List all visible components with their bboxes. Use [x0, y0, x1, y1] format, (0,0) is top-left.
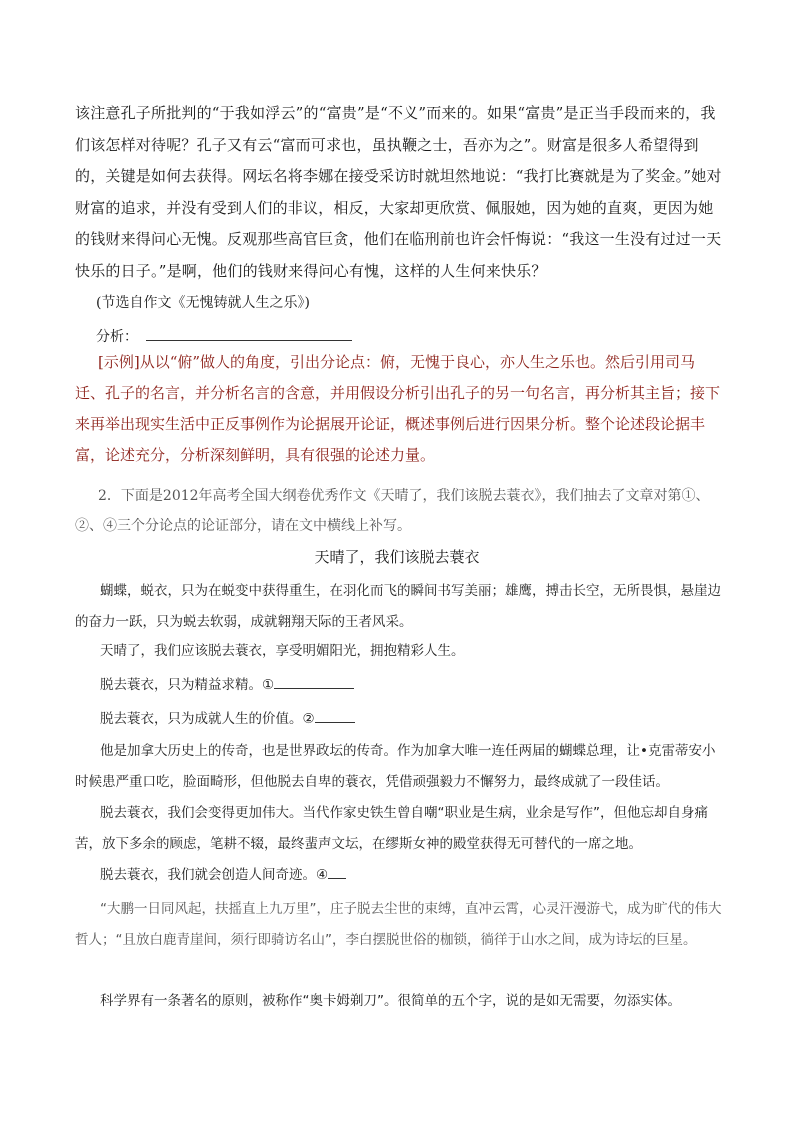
essay-paragraph: 天晴了，我们应该脱去蓑衣，享受明媚阳光，拥抱精彩人生。: [100, 643, 465, 659]
essay-line-2: 脱去蓑衣，只为成就人生的价值。②: [100, 711, 315, 727]
essay-paragraph: 脱去蓑衣，我们会变得更加伟大。当代作家史铁生曾自嘲“职业是生病，业余是写作”，但他忘却自身痛苦，放下多余的顾虑，笔耕不辍，最终蜚声文坛，在缪斯女神的殿堂获得无可替代的一席之地。: [75, 805, 708, 852]
essay-paragraph: [75, 670, 727, 701]
analysis-label: 分析：: [96, 329, 138, 345]
passage-paragraph: 该注意孔子所批判的“于我如浮云”的“富贵”是“不义”而来的。如果“富贵”是正当手段而来的，我们该怎样对待呢？孔子又有云“富而可求也，虽执鞭之士，吾亦为之”。财富是很多人希望得到的，关键是如何去获得。网坛名将李娜在接受采访时就坦然地说：“我打比赛就是为了奖金。”她对财富的追求，并没有受到人们的非议，相反，大家却更欣赏、佩服她，因为她的直爽，更因为她的钱财来得问心无愧。反观那些高官巨贪，他们在临刑前也许会忏悔说：“我这一生没有过过一天快乐的日子。”是啊，他们的钱财来得问心有愧，这样的人生何来快乐？: [75, 104, 722, 280]
essay-line-1: 脱去蓑衣，只为精益求精。①: [100, 677, 275, 693]
essay-paragraph: [75, 860, 727, 891]
essay-title: 天晴了，我们该脱去蓑衣: [314, 548, 480, 566]
fill-blank-2[interactable]: [315, 708, 355, 723]
essay-line-4: 脱去蓑衣，我们就会创造人间奇迹。④: [100, 867, 329, 883]
essay-paragraph: 蝴蝶，蜕衣，只为在蜕变中获得重生，在羽化而飞的瞬间书写美丽；雄鹰，搏击长空，无所畏惧，悬崖边的奋力一跃，只为蜕去软弱，成就翱翔天际的王者风采。: [75, 583, 721, 630]
analysis-line: [96, 326, 352, 348]
fill-blank-4[interactable]: [328, 864, 346, 879]
essay-paragraph: “大鹏一日同风起，扶摇直上九万里”，庄子脱去尘世的束缚，直冲云霄，心灵汗漫游弋，成为旷代的伟大哲人；“且放白鹿青崖间，须行即骑访名山”，李白摆脱世俗的枷锁，徜徉于山水之间，成为诗坛的巨星。: [75, 901, 722, 948]
essay-paragraph: 科学界有一条著名的原则，被称作“奥卡姆剃刀”。很简单的五个字，说的是如无需要，勿添实体。: [100, 993, 681, 1009]
passage-source: (节选自作文《无愧铸就人生之乐》): [96, 295, 310, 311]
example-answer: [示例]从以“俯”做人的角度，引出分论点：俯，无愧于良心，亦人生之乐也。然后引用司马迁、孔子的名言，并分析名言的含意，并用假设分析引出孔子的另一句名言，再分析其主旨；接下来再举出现实生活中正反事例作为论据展开论证，概述事例后进行因果分析。整个论述段论据丰富，论述充分，分析深刻鲜明，具有很强的论述力量。: [75, 353, 721, 464]
essay-paragraph: 他是加拿大历史上的传奇，也是世界政坛的传奇。作为加拿大唯一连任两届的蝴蝶总理，让•克雷蒂安小时候患严重口吃，脸面畸形，但他脱去自卑的蓑衣，凭借顽强毅力不懈努力，最终成就了一段佳话。: [75, 743, 716, 790]
essay-paragraph: [75, 704, 727, 735]
fill-blank-1[interactable]: [274, 674, 354, 689]
question-2: 2．下面是2012年高考全国大纲卷优秀作文《天晴了，我们该脱去蓑衣》，我们抽去了文章对第①、②、④三个分论点的论证部分，请在文中横线上补写。: [75, 488, 710, 534]
analysis-answer-blank[interactable]: [146, 326, 352, 341]
